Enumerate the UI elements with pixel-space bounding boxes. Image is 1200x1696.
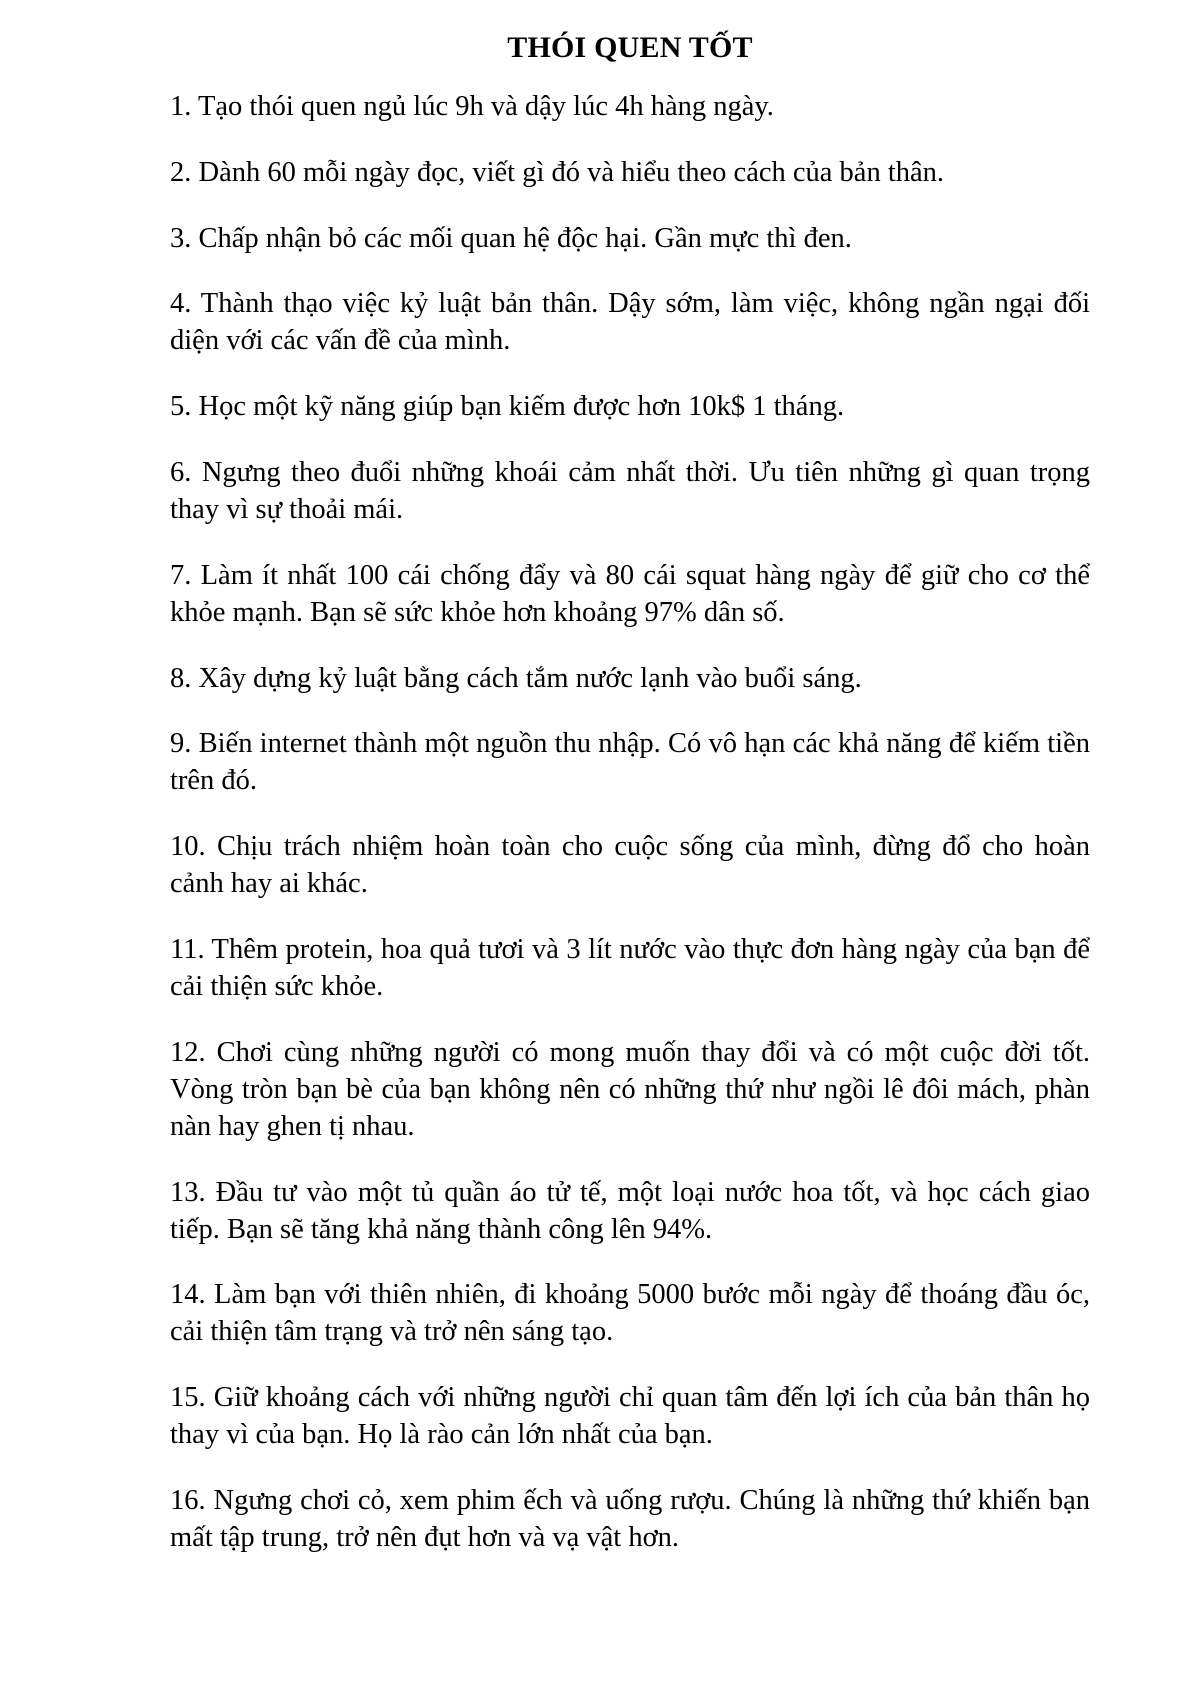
list-item: 11. Thêm protein, hoa quả tươi và 3 lít nước vào thực đơn hàng ngày của bạn để cải thiện sức khỏe. — [170, 933, 1090, 1002]
list-item: 14. Làm bạn với thiên nhiên, đi khoảng 5000 bước mỗi ngày để thoáng đầu óc, cải thiện tâm trạng và trở nên sáng tạo. — [170, 1279, 1090, 1348]
list-item: 15. Giữ khoảng cách với những người chỉ quan tâm đến lợi ích của bản thân họ thay vì của bạn. Họ là rào cản lớn nhất của bạn. — [170, 1382, 1090, 1451]
list-item: 9. Biến internet thành một nguồn thu nhập. Có vô hạn các khả năng để kiếm tiền trên đó. — [170, 728, 1090, 797]
list-item: 12. Chơi cùng những người có mong muốn thay đổi và có một cuộc đời tốt. Vòng tròn bạn bè của bạn không nên có những thứ như ngồi lê đôi mách, phàn nàn hay ghen tị nhau. — [170, 1036, 1090, 1142]
list-item: 6. Ngưng theo đuổi những khoái cảm nhất thời. Ưu tiên những gì quan trọng thay vì sự thoải mái. — [170, 456, 1090, 525]
list-item: 13. Đầu tư vào một tủ quần áo tử tế, một loại nước hoa tốt, và học cách giao tiếp. Bạn sẽ tăng khả năng thành công lên 94%. — [170, 1176, 1090, 1245]
habit-list — [170, 88, 1090, 1556]
list-item: 4. Thành thạo việc kỷ luật bản thân. Dậy sớm, làm việc, không ngần ngại đối diện với các vấn đề của mình. — [170, 288, 1090, 357]
list-item: 8. Xây dựng kỷ luật bằng cách tắm nước lạnh vào buổi sáng. — [170, 662, 862, 694]
list-item: 10. Chịu trách nhiệm hoàn toàn cho cuộc sống của mình, đừng đổ cho hoàn cảnh hay ai khác. — [170, 831, 1090, 900]
document-page — [170, 28, 1090, 1585]
list-item: 2. Dành 60 mỗi ngày đọc, viết gì đó và hiểu theo cách của bản thân. — [170, 156, 945, 188]
list-item: 3. Chấp nhận bỏ các mối quan hệ độc hại. Gần mực thì đen. — [170, 222, 852, 254]
list-item: 1. Tạo thói quen ngủ lúc 9h và dậy lúc 4h hàng ngày. — [170, 91, 774, 122]
list-item: 7. Làm ít nhất 100 cái chống đẩy và 80 cái squat hàng ngày để giữ cho cơ thể khỏe mạnh. Bạn sẽ sức khỏe hơn khoảng 97% dân số. — [170, 559, 1090, 628]
list-item: 16. Ngưng chơi cỏ, xem phim ếch và uống rượu. Chúng là những thứ khiến bạn mất tập trung, trở nên đụt hơn và vạ vật hơn. — [170, 1484, 1090, 1553]
list-item: 5. Học một kỹ năng giúp bạn kiếm được hơn 10k$ 1 tháng. — [170, 391, 845, 423]
page-title: THÓI QUEN TỐT — [507, 31, 753, 64]
